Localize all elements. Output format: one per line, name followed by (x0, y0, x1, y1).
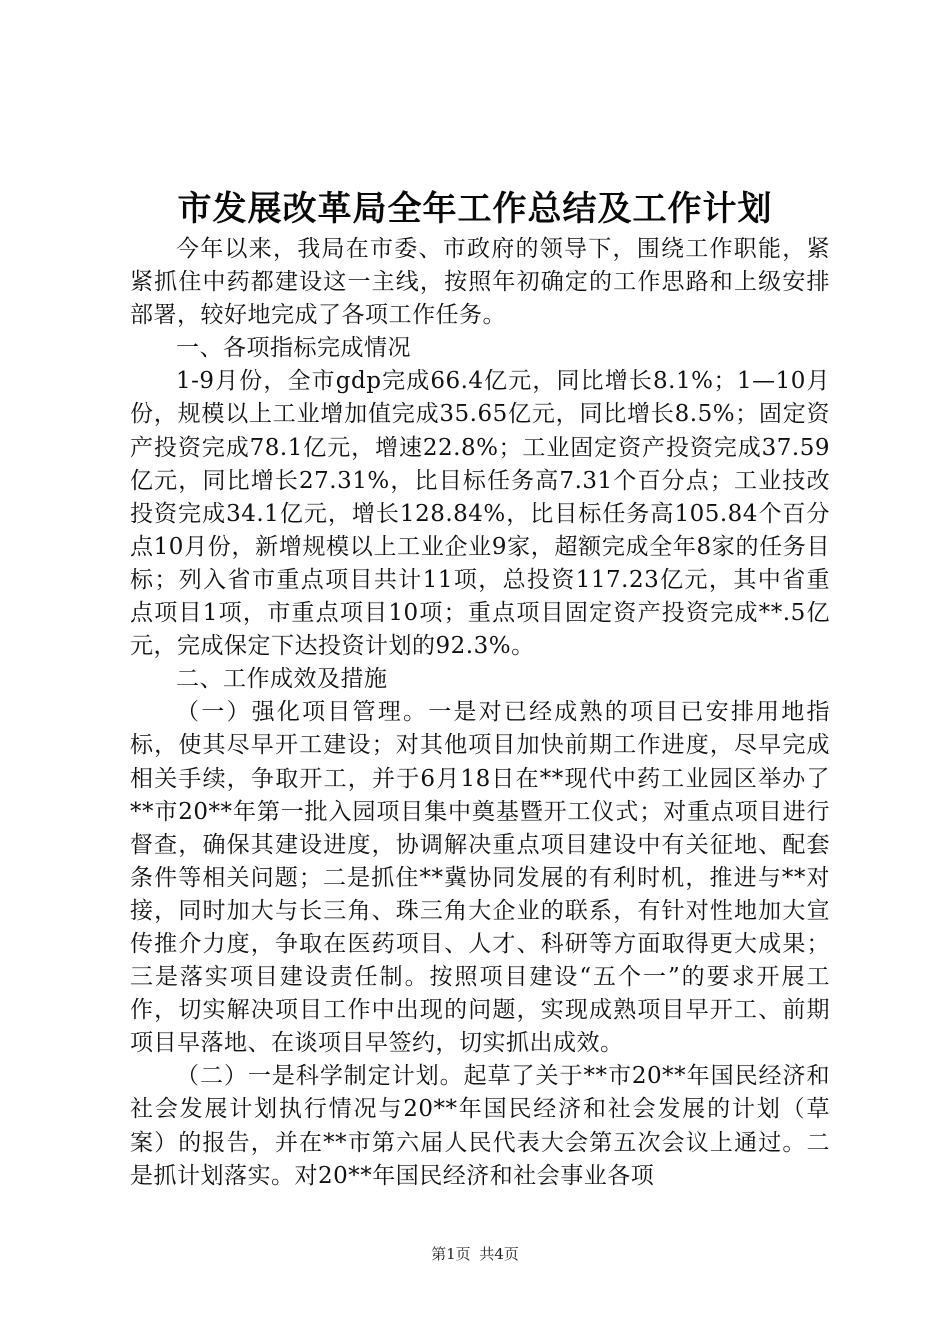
indicators-paragraph: 1-9月份，全市gdp完成66.4亿元，同比增长8.1%；1—10月份，规模以上工业增加值完成35.65亿元，同比增长8.5%；固定资产投资完成78.1亿元，增速22.8%；工业固定资产投资完成37.59亿元，同比增长27.31%，比目标任务高7.31个百分点；工业技改投资完成34.1亿元，增长128.84%，比目标任务高105.84个百分点10月份，新增规模以上工业企业9家，超额完成全年8家的任务目标；列入省市重点项目共计11项，总投资117.23亿元，其中省重点项目1项，市重点项目10项；重点项目固定资产投资完成**.5亿元，完成保定下达投资计划的92.3%。 (130, 368, 830, 660)
intro-paragraph: 今年以来，我局在市委、市政府的领导下，围绕工作职能，紧紧抓住中药都建设这一主线，按照年初确定的工作思路和上级安排部署，较好地完成了各项工作任务。 (130, 236, 830, 329)
planning-paragraph: （二）一是科学制定计划。起草了关于**市20**年国民经济和社会发展计划执行情况与20**年国民经济和社会发展的计划（草案）的报告，并在**市第六届人民代表大会第五次会议上通过。二是抓计划落实。对20**年国民经济和社会事业各项 (130, 1063, 830, 1189)
page-total: 共4页 (479, 1245, 519, 1263)
project-management-paragraph: （一）强化项目管理。一是对已经成熟的项目已安排用地指标，使其尽早开工建设；对其他项目加快前期工作进度，尽早完成相关手续，争取开工，并于6月18日在**现代中药工业园区举办了**市20**年第一批入园项目集中奠基暨开工仪式；对重点项目进行督查，确保其建设进度，协调解决重点项目建设中有关征地、配套条件等相关问题；二是抓住**冀协同发展的有利时机，推进与**对接，同时加大与长三角、珠三角大企业的联系，有针对性地加大宣传推介力度，争取在医药项目、人才、科研等方面取得更大成果；三是落实项目建设责任制。按照项目建设“五个一”的要求开展工作，切实解决项目工作中出现的问题，实现成熟项目早开工、前期项目早落地、在谈项目早签约，切实抓出成效。 (130, 699, 830, 1057)
section-heading-2: 二、工作成效及措施 (176, 666, 388, 693)
document-title: 市发展改革局全年工作总结及工作计划 (177, 189, 773, 229)
document-body (130, 233, 830, 1193)
page-footer (0, 1244, 950, 1264)
section-heading-1: 一、各项指标完成情况 (176, 335, 411, 362)
page-number: 第1页 (431, 1245, 471, 1263)
